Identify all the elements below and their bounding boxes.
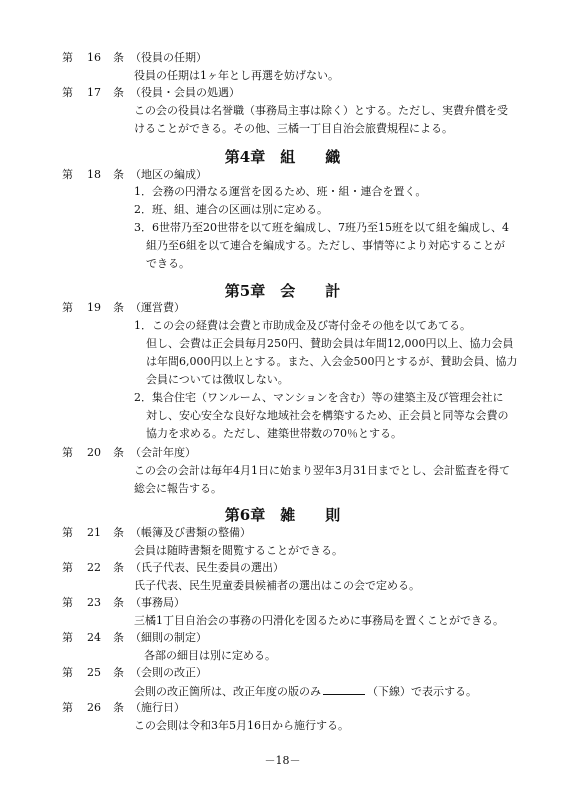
article-number: 26 [87,701,101,714]
article-prefix: 第 [62,631,73,644]
article-title: （会則の改正） [130,666,207,679]
article-16-text: 役員の任期は1ヶ年とし再選を妨げない。 [134,69,339,82]
article-title: （地区の編成） [130,168,207,181]
article-title: （帳簿及び書類の整備） [130,526,251,539]
article-prefix: 第 [62,301,73,314]
chapter-6-heading: 第6章 雑 則 [224,506,341,524]
article-prefix: 第 [62,701,73,714]
chapter-4-heading: 第4章 組 織 [224,148,341,166]
article-title: （事務局） [130,596,185,609]
article-prefix: 第 [62,86,73,99]
article-number: 18 [87,168,101,181]
article-19-text-line-6: 対し、安心安全な良好な地域社会を構築するため、正会員と同等な会費の [146,409,509,422]
article-suffix: 条 [113,666,124,679]
article-suffix: 条 [113,631,124,644]
article-18-item-2: 2．班、組、連合の区画は別に定める。 [134,203,328,216]
article-suffix: 条 [113,561,124,574]
article-prefix: 第 [62,446,73,459]
article-suffix: 条 [113,596,124,609]
article-20-text-line-1: この会の会計は毎年4月1日に始まり翌年3月31日までとし、会計監査を得て [134,464,510,477]
article-number: 20 [87,446,101,459]
article-title: （会計年度） [130,446,196,459]
article-prefix: 第 [62,596,73,609]
article-number: 19 [87,301,101,314]
article-prefix: 第 [62,168,73,181]
article-suffix: 条 [113,526,124,539]
chapter-5-heading: 第5章 会 計 [224,282,341,300]
article-19-text-line-4: 会員については徴収しない。 [146,373,289,386]
article-26-text: この会則は令和3年5月16日から施行する。 [134,719,349,732]
article-24-text: 各部の細目は別に定める。 [144,649,276,662]
underline-sample [323,684,365,695]
article-18-item-1: 1．会務の円滑なる運営を図るため、班・組・連合を置く。 [134,185,427,198]
article-prefix: 第 [62,561,73,574]
article-23-text: 三橘1丁目自治会の事務の円滑化を図るために事務局を置くことができる。 [134,614,504,627]
article-18-item-3-line-3: できる。 [146,257,190,270]
article-title: （役員・会員の処遇） [130,86,240,99]
article-number: 25 [87,666,101,679]
article-17-text-line-2: けることができる。その他、三橘一丁目自治会旅費規程による。 [134,122,453,135]
article-suffix: 条 [113,301,124,314]
article-19-text-line-2: 但し、会費は正会員毎月250円、賛助会員は年間12,000円以上、協力会員 [146,337,514,350]
article-suffix: 条 [113,86,124,99]
article-25-text-after-blank: （下線）で表示する。 [367,685,477,698]
article-18-item-3-line-1: 3．6世帯乃至20世帯を以て班を編成し、7班乃至15班を以て組を編成し、4 [134,221,509,234]
article-title: （氏子代表、民生委員の選出） [130,561,284,574]
article-number: 17 [87,86,101,99]
article-18-item-3-line-2: 組乃至6組を以て連合を編成する。ただし、事情等により対応することが [146,239,505,252]
article-number: 16 [87,51,101,64]
article-title: （施行日） [130,701,185,714]
page-number: －18－ [264,754,301,767]
article-title: （役員の任期） [130,51,207,64]
article-prefix: 第 [62,666,73,679]
article-19-item-2: 2．集合住宅（ワンルーム、マンションを含む）等の建築主及び管理会社に [134,391,504,404]
article-prefix: 第 [62,51,73,64]
article-title: （運営費） [130,301,185,314]
article-suffix: 条 [113,168,124,181]
article-suffix: 条 [113,446,124,459]
article-number: 24 [87,631,101,644]
article-25-text [134,684,477,699]
article-20-text-line-2: 総会に報告する。 [134,482,222,495]
article-suffix: 条 [113,51,124,64]
article-suffix: 条 [113,701,124,714]
article-number: 22 [87,561,101,574]
article-number: 23 [87,596,101,609]
article-prefix: 第 [62,526,73,539]
article-17-text-line-1: この会の役員は名誉職（事務局主事は除く）とする。ただし、実費弁償を受 [134,104,508,117]
article-22-text: 氏子代表、民生児童委員候補者の選出はこの会で定める。 [134,579,420,592]
article-title: （細則の制定） [130,631,207,644]
article-19-text-line-7: 協力を求める。ただし、建築世帯数の70％とする。 [146,427,402,440]
article-25-text-before-blank: 会則の改正箇所は、改正年度の版のみ [134,685,321,698]
article-21-text: 会員は随時書類を閲覧することができる。 [134,544,343,557]
article-19-text-line-3: は年間6,000円以上とする。また、入会金500円とするが、賛助会員、協力 [146,355,518,368]
article-19-item-1: 1．この会の経費は会費と市助成金及び寄付金その他を以てあてる。 [134,319,471,332]
article-number: 21 [87,526,101,539]
